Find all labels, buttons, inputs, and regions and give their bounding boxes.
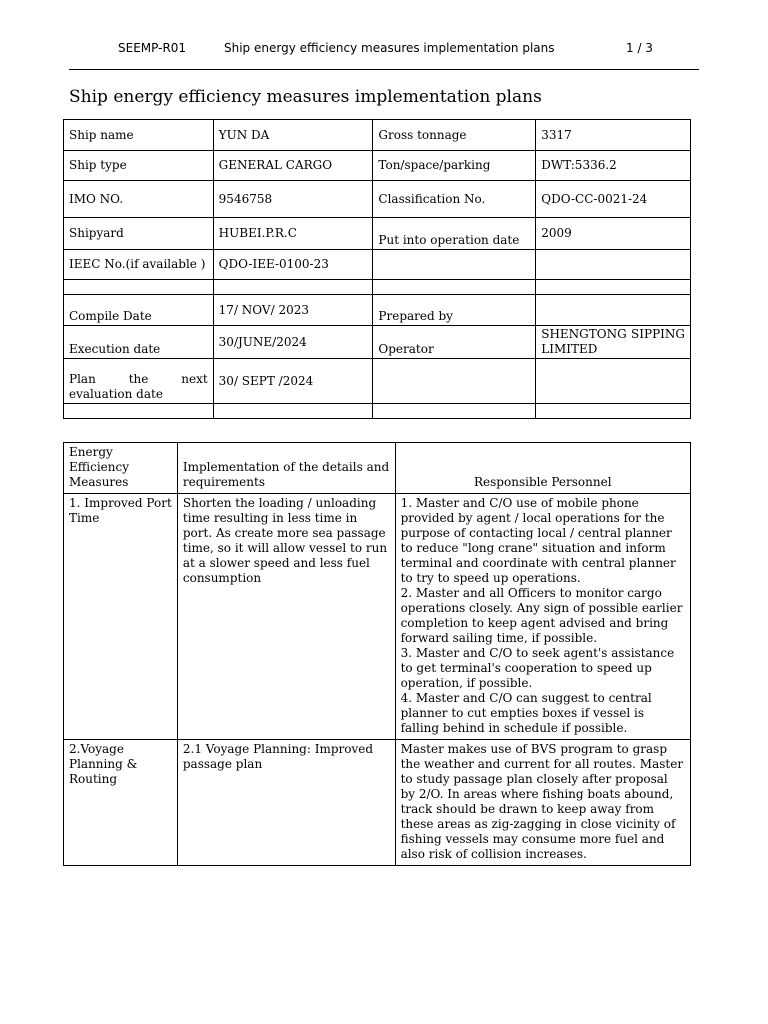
table-row	[64, 359, 691, 404]
table-row	[64, 326, 691, 359]
operator-label: Operator	[373, 326, 536, 359]
gross-tonnage-label: Gross tonnage	[373, 120, 536, 151]
empty-cell	[213, 404, 373, 419]
table-row	[64, 280, 691, 295]
header-rule	[69, 69, 699, 70]
empty-cell	[536, 250, 691, 280]
table-row	[64, 181, 691, 218]
personnel-cell: Master makes use of BVS program to grasp the weather and current for all routes. Master to study passage plan closely after proposal by 2/O. In areas where fishing boats abound, track should be drawn to keep away from these areas as zig-zagging in close vicinity of fishing vessels may consume more fuel and also risk of collision increases.	[395, 740, 690, 866]
prepared-by-label: Prepared by	[373, 295, 536, 326]
page-title: Ship energy efficiency measures implementation plans	[69, 87, 542, 107]
next-evaluation-value: 30/ SEPT /2024	[213, 359, 373, 404]
empty-cell	[536, 359, 691, 404]
empty-cell	[373, 404, 536, 419]
empty-cell	[373, 250, 536, 280]
header-page-number: 1 / 3	[626, 41, 653, 55]
empty-cell	[213, 280, 373, 295]
table-row	[64, 250, 691, 280]
measure-cell: 1. Improved Port Time	[64, 494, 178, 740]
ton-space-value: DWT:5336.2	[536, 151, 691, 181]
table-header-row	[64, 443, 691, 494]
empty-cell	[536, 280, 691, 295]
execution-date-value: 30/JUNE/2024	[213, 326, 373, 359]
table-row	[64, 404, 691, 419]
measure-cell: 2.Voyage Planning & Routing	[64, 740, 178, 866]
table-row	[64, 740, 691, 866]
operation-date-label: Put into operation date	[373, 218, 536, 250]
table-row	[64, 295, 691, 326]
imo-value: 9546758	[213, 181, 373, 218]
empty-cell	[64, 404, 214, 419]
operator-value: SHENGTONG SIPPING LIMITED	[536, 326, 691, 359]
classification-label: Classification No.	[373, 181, 536, 218]
personnel-cell: 1. Master and C/O use of mobile phone provided by agent / local operations for the purpose of contacting local / central planner to reduce "long crane" situation and inform terminal and coordinate with central planner to try to speed up operations. 2. Master and all Officers to monitor cargo operations closely. Any sign of possible earlier completion to keep agent advised and bring forward sailing time, if possible. 3. Master and C/O to seek agent's assistance to get terminal's cooperation to speed up operation, if possible. 4. Master and C/O can suggest to central planner to cut empties boxes if vessel is falling behind in schedule if possible.	[395, 494, 690, 740]
header-details: Implementation of the details and requirements	[177, 443, 395, 494]
execution-date-label: Execution date	[64, 326, 214, 359]
next-evaluation-label: Plan the next evaluation date	[64, 359, 214, 404]
empty-cell	[373, 280, 536, 295]
ship-type-label: Ship type	[64, 151, 214, 181]
imo-label: IMO NO.	[64, 181, 214, 218]
gross-tonnage-value: 3317	[536, 120, 691, 151]
header-document-code: SEEMP-R01	[118, 41, 187, 55]
empty-cell	[536, 404, 691, 419]
ship-name-value: YUN DA	[213, 120, 373, 151]
ieec-value: QDO-IEE-0100-23	[213, 250, 373, 280]
ship-info-table	[63, 119, 691, 419]
operation-date-value: 2009	[536, 218, 691, 250]
prepared-by-value	[536, 295, 691, 326]
compile-date-value: 17/ NOV/ 2023	[213, 295, 373, 326]
header-title: Ship energy efficiency measures implementation plans	[224, 41, 555, 55]
classification-value: QDO-CC-0021-24	[536, 181, 691, 218]
shipyard-label: Shipyard	[64, 218, 214, 250]
details-cell: 2.1 Voyage Planning: Improved passage plan	[177, 740, 395, 866]
empty-cell	[64, 280, 214, 295]
details-cell: Shorten the loading / unloading time resulting in less time in port. As create more sea passage time, so it will allow vessel to run at a slower speed and less fuel consumption	[177, 494, 395, 740]
table-row	[64, 494, 691, 740]
compile-date-label: Compile Date	[64, 295, 214, 326]
header-personnel: Responsible Personnel	[395, 443, 690, 494]
table-row	[64, 151, 691, 181]
ship-name-label: Ship name	[64, 120, 214, 151]
measures-table	[63, 442, 691, 866]
table-row	[64, 218, 691, 250]
empty-cell	[373, 359, 536, 404]
table-row	[64, 120, 691, 151]
ton-space-label: Ton/space/parking	[373, 151, 536, 181]
shipyard-value: HUBEI.P.R.C	[213, 218, 373, 250]
ship-type-value: GENERAL CARGO	[213, 151, 373, 181]
ieec-label: IEEC No.(if available )	[64, 250, 214, 280]
header-measures: Energy Efficiency Measures	[64, 443, 178, 494]
